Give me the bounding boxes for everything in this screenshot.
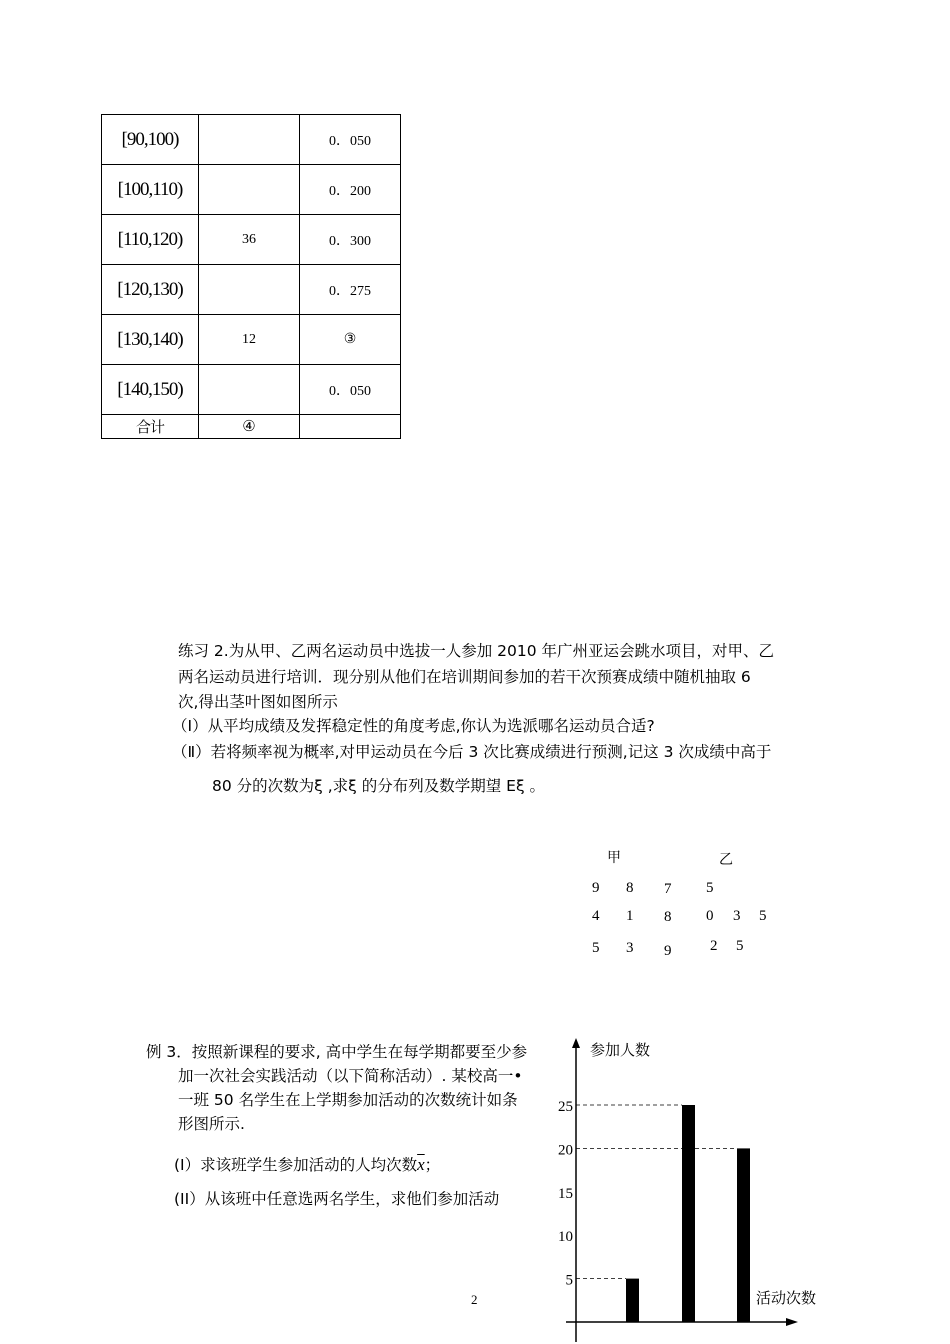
- frequency-cell: 0．300: [300, 215, 401, 265]
- count-cell: 12: [199, 315, 300, 365]
- frequency-cell: 0．050: [300, 365, 401, 415]
- y-tick-label: 15: [558, 1185, 573, 1202]
- example3-line4: 形图所示.: [178, 1115, 245, 1133]
- right-leaf: 3: [733, 908, 741, 924]
- right-leaf: 0: [706, 908, 714, 924]
- example3-line3: 一班 50 名学生在上学期参加活动的次数统计如条: [178, 1091, 518, 1109]
- frequency-cell: ③: [300, 315, 401, 365]
- left-leaf: 8: [626, 880, 634, 896]
- stem-leaf-left-header: 甲: [607, 850, 621, 866]
- stem-value: 8: [664, 909, 672, 925]
- total-label-cell: 合计: [102, 415, 199, 439]
- exercise2-question2: （Ⅱ）若将频率视为概率,对甲运动员在今后 3 次比赛成绩进行预测,记这 3 次成绩中高于: [172, 743, 772, 761]
- left-leaf: 3: [626, 940, 634, 956]
- frequency-cell: 0．050: [300, 115, 401, 165]
- left-leaf: 5: [592, 940, 600, 956]
- y-tick-label: 20: [558, 1142, 573, 1159]
- exercise2-line3: 次,得出茎叶图如图所示: [178, 693, 338, 711]
- mean-x-symbol: $\overline{x}$: [417, 1155, 425, 1174]
- bar-1: [626, 1279, 639, 1322]
- right-leaf: 5: [759, 908, 767, 924]
- y-axis-arrow: [572, 1038, 580, 1048]
- x-axis-label: 活动次数: [756, 1289, 817, 1307]
- example3-line1: 例 3．按照新课程的要求, 高中学生在每学期都要至少参: [146, 1043, 528, 1061]
- exercise2-question1: （Ⅰ）从平均成绩及发挥稳定性的角度考虑,你认为选派哪名运动员合适?: [172, 717, 655, 735]
- interval-cell: [90,100): [102, 115, 199, 165]
- interval-cell: [130,140): [102, 315, 199, 365]
- bar-2: [682, 1105, 695, 1322]
- left-leaf: 1: [626, 908, 634, 924]
- example3-question2: (II）从该班中任意选两名学生，求他们参加活动: [174, 1190, 500, 1208]
- left-leaf: 9: [592, 880, 600, 896]
- example3-question1-text: (I）求该班学生参加活动的人均次数: [174, 1156, 418, 1174]
- interval-cell: [120,130): [102, 265, 199, 315]
- stem-value: 7: [664, 881, 672, 897]
- interval-cell: [100,110): [102, 165, 199, 215]
- interval-cell: [110,120): [102, 215, 199, 265]
- frequency-cell: 0．275: [300, 265, 401, 315]
- y-axis-label: 参加人数: [590, 1041, 651, 1059]
- example3-line2: 加一次社会实践活动（以下简称活动）. 某校高一•: [178, 1067, 523, 1085]
- right-leaf: 2: [710, 938, 718, 954]
- frequency-cell: 0．200: [300, 165, 401, 215]
- exercise2-line2: 两名运动员进行培训．现分别从他们在培训期间参加的若干次预赛成绩中随机抽取 6: [178, 668, 751, 686]
- example3-question1-end: ；: [424, 1156, 441, 1174]
- stem-value: 9: [664, 943, 672, 959]
- exercise2-line1: 练习 2.为从甲、乙两名运动员中选拔一人参加 2010 年广州亚运会跳水项目，对甲、乙: [178, 642, 775, 660]
- interval-cell: [140,150): [102, 365, 199, 415]
- right-leaf: 5: [736, 938, 744, 954]
- y-tick-label: 25: [558, 1099, 573, 1115]
- left-leaf: 4: [592, 908, 600, 924]
- count-cell: 36: [199, 215, 300, 265]
- y-tick-label: 5: [565, 1272, 573, 1289]
- exercise2-question2-cont: 80 分的次数为ξ ,求ξ 的分布列及数学期望 Eξ 。: [212, 777, 546, 795]
- page-number: 2: [471, 1292, 478, 1307]
- stem-leaf-right-header: 乙: [719, 852, 733, 868]
- bar-3: [737, 1148, 750, 1322]
- total-count-cell: ④: [199, 415, 300, 439]
- right-leaf: 5: [706, 880, 714, 896]
- x-axis-arrow: [786, 1318, 798, 1326]
- y-tick-label: 10: [558, 1229, 573, 1246]
